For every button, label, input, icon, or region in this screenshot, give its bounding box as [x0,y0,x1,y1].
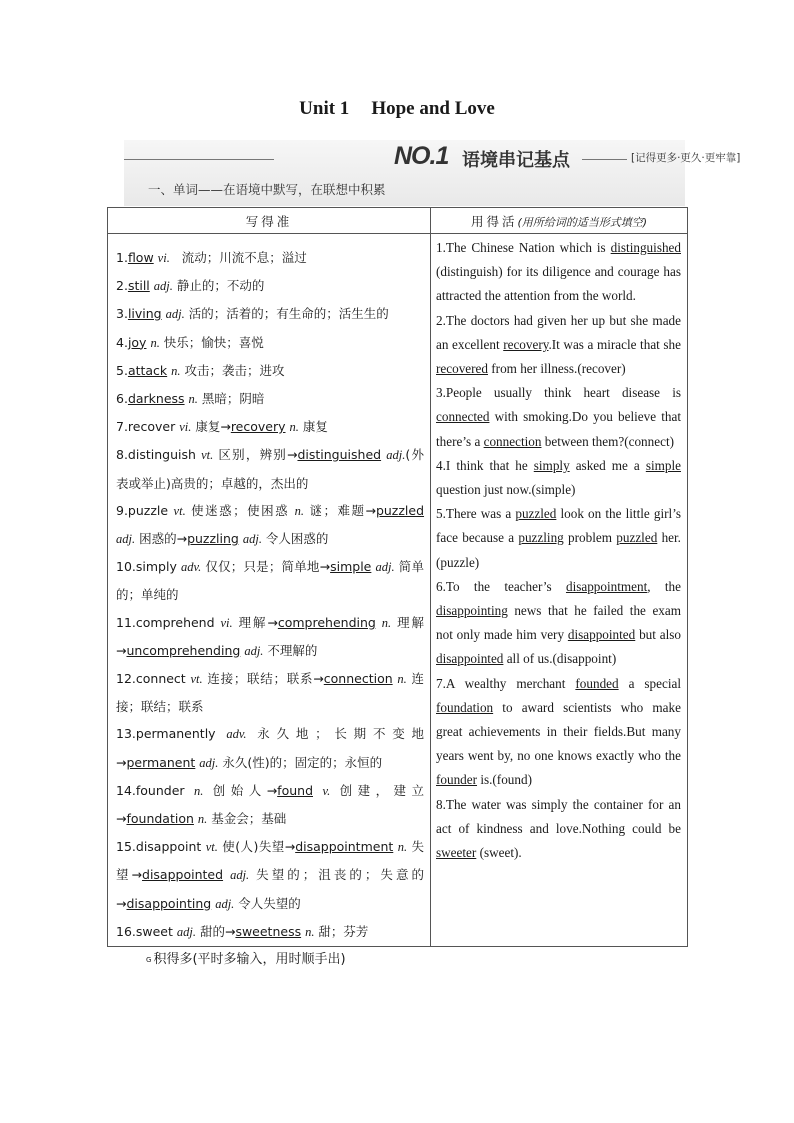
right-column-header: 用得活(用所给词的适当形式填空) [431,208,688,234]
page-title: Unit 1 Hope and Love [299,98,495,119]
footer-note: G 积得多(平时多输入，用时顺手出) [146,952,346,967]
left-column-header: 写得准 [108,208,431,234]
exercise-list: 1.The Chinese Nation which is distinguished (distinguish) for its diligence and courage has attracted the attention from the world. 2.The doctors had given her up but she made an excellent recovery.It was a miracle that she recovered from her illness.(recover) 3.People usually think heart disease is connected with smoking.Do you believe that there’s a connection between them?(connect) 4.I think that he simply asked me a simple question just now.(simple) 5.There was a puzzled look on the little girl’s face because a puzzling problem puzzled her.(puzzle) 6.To the teacher’s disappointment, the disappointing news that he failed the exam not only made him very disappointed but also disappointed all of us.(disappoint) 7.A wealthy merchant founded a special foundation to award scientists who make great achievements in their fields.But many years went by, no one knows exactly who the founder is.(found) 8.The water was simply the container for an act of kindness and love.Nothing could be sweeter (sweet). [436,240,682,861]
vocabulary-table [107,207,688,947]
exercise-cell [431,234,688,947]
word-list-cell [108,234,431,947]
banner-rule-mid [582,159,627,160]
banner-title: 语境串记基点 [462,150,570,171]
banner-heading [124,142,741,172]
banner-rule-left [124,159,274,160]
banner-number: NO.1 [394,142,449,170]
footer-marker: G [146,955,152,964]
banner-tag: [记得更多·更久·更牢靠] [631,152,741,164]
word-list: 1.flow vi. 流动；川流不息；溢过 2.still adj. 静止的；不动的 3.living adj. 活的；活着的；有生命的；活生生的 4.joy n. 快乐；愉快；喜悦 5.attack n. 攻击；袭击；进攻 6.darkness n. 黑暗；阴暗 7.recover vi. 康复→recovery n. 康复 8.distinguish vt. 区别，辨别→distinguished adj.(外表或举止)高贵的；卓越的，杰出的 9.puzzle vt. 使迷惑；使困惑 n. 谜；难题→puzzled adj. 困惑的→puzzling adj. 令人困惑的 10.simply adv. 仅仅；只是；简单地→simple adj. 简单的；单纯的 11.comprehend vi. 理解→comprehending n. 理解→uncomprehending adj. 不理解的 12.connect vt. 连接；联结；联系→connection n. 连接；联结；联系 13.permanently adv. 永久地；长期不变地→permanent adj. 永久(性)的；固定的；永恒的 14.founder n. 创始人→found v. 创建，建立→foundation n. 基金会；基础 15.disappoint vt. 使(人)失望→disappointment n. 失望→disappointed adj. 失望的；沮丧的；失意的→disappointing adj. 令人失望的 16.sweet adj. 甜的→sweetness n. 甜；芬芳 [116,250,425,939]
section-heading: 一、单词——在语境中默写，在联想中积累 [148,182,386,197]
